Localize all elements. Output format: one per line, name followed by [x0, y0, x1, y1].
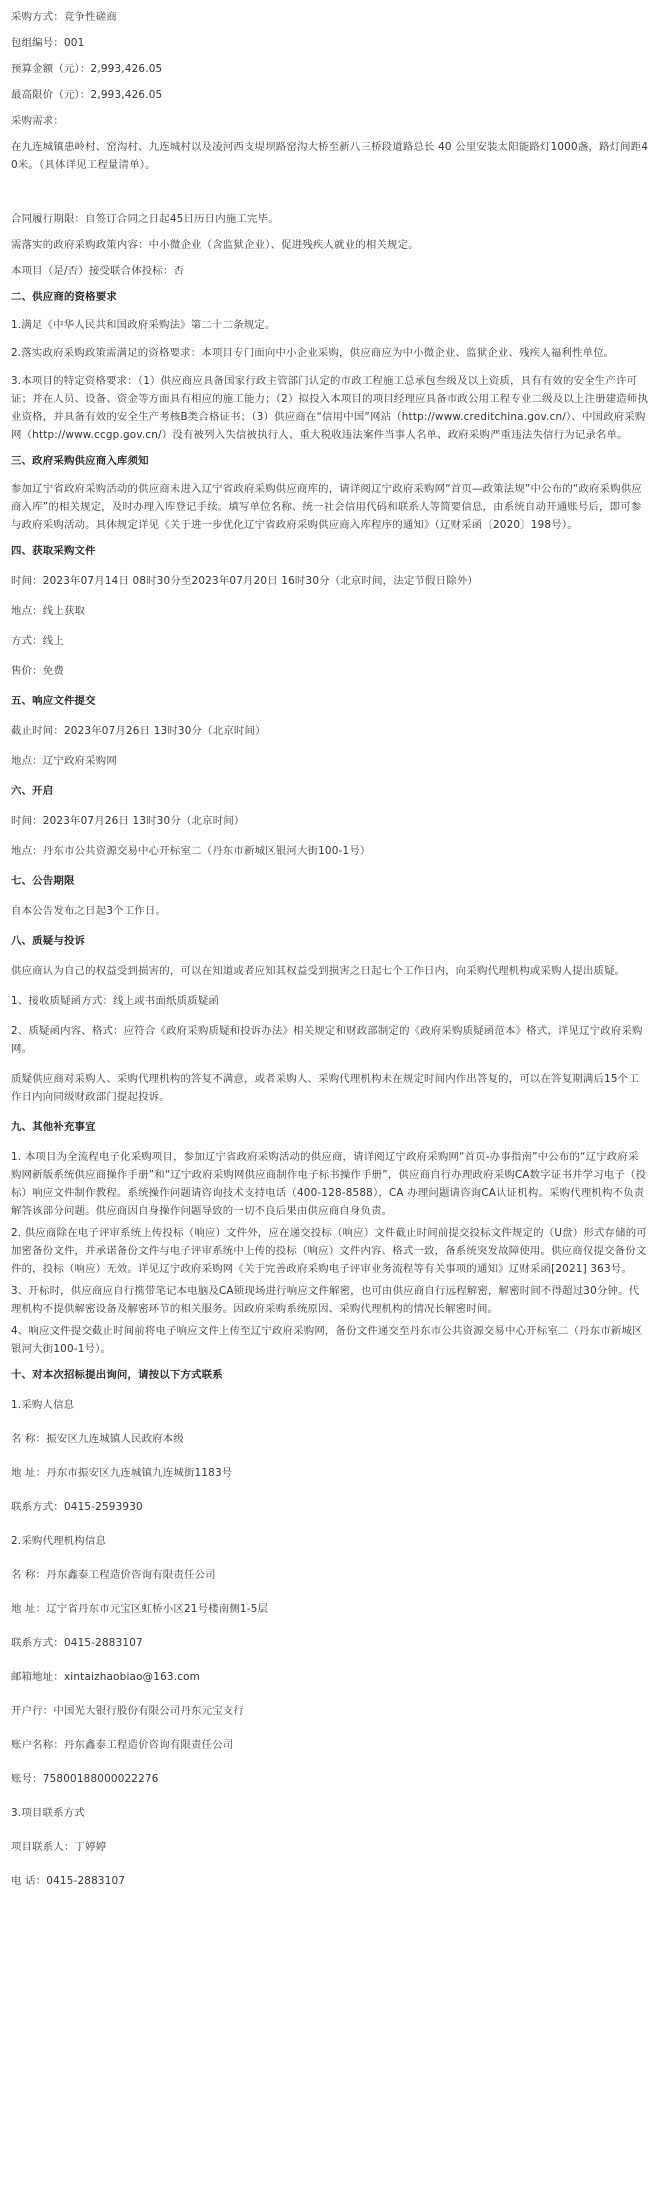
opening-time: 时间：2023年07月26日 13时30分（北京时间）: [11, 815, 245, 827]
agency-name: 名 称：丹东鑫泰工程造价咨询有限责任公司: [11, 1569, 216, 1581]
agency-phone: 联系方式：0415-2883107: [11, 1637, 143, 1649]
section-heading-supplier-registry: 三、政府采购供应商入库须知: [11, 455, 149, 467]
qualification-3: 3.本项目的特定资格要求：（1）供应商应具备国家行政主管部门认定的市政工程施工总承包叁级及以上资质，具有有效的安全生产许可证；并在人员、设备、资金等方面具有相应的施工能力；（2）拟投入本项目的项目经理应具备市政公用工程专业二级及以上注册建造师执业资格，并具备有效的安全生产考核B类合格证书；（3）供应商在“信用中国”网站（http://www.creditchina.gov.cn/）、中国政府采购网（http://www.ccgp.gov.cn/）没有被列入失信被执行人、重大税收违法案件当事人名单、政府采购严重违法失信行为记录名单。: [11, 375, 649, 441]
purchaser-info-label: 1.采购人信息: [11, 1399, 75, 1411]
section-heading-contacts: 十、对本次招标提出询问，请按以下方式联系: [11, 1369, 223, 1381]
procurement-method: 采购方式：竞争性磋商: [11, 11, 117, 23]
purchaser-name: 名 称：振安区九连城镇人民政府本级: [11, 1433, 184, 1445]
requirements-label: 采购需求：: [11, 115, 64, 127]
section-heading-obtain-documents: 四、获取采购文件: [11, 545, 96, 557]
complaints-intro: 供应商认为自己的权益受到损害的，可以在知道或者应知其权益受到损害之日起七个工作日内，向采购代理机构或采购人提出质疑。: [11, 965, 626, 977]
obtain-time: 时间：2023年07月14日 08时30分至2023年07月20日 16时30分（北京时间，法定节假日除外）: [11, 575, 479, 587]
section-heading-notice-period: 七、公告期限: [11, 875, 75, 887]
other-item-4: 4、响应文件提交截止时间前将电子响应文件上传至辽宁政府采购网，备份文件递交至丹东市公共资源交易中心开标室二（丹东市新城区银河大街100-1号）。: [11, 1325, 643, 1355]
supplier-registry-text: 参加辽宁省政府采购活动的供应商未进入辽宁省政府采购供应商库的，请详阅辽宁政府采购网“首页—政策法规”中公布的“政府采购供应商入库”的相关规定，及时办理入库登记手续。填写单位名称、统一社会信用代码和联系人等简要信息，由系统自动开通账号后，即可参与政府采购活动。具体规定详见《关于进一步优化辽宁省政府采购供应商入库程序的通知》（辽财采函〔2020〕198号）。: [11, 483, 642, 531]
policy-content: 需落实的政府采购政策内容：中小微企业（含监狱企业）、促进残疾人就业的相关规定。: [11, 239, 419, 251]
submission-location: 地点：辽宁政府采购网: [11, 755, 117, 767]
section-heading-submission: 五、响应文件提交: [11, 695, 96, 707]
agency-account-name: 账户名称：丹东鑫泰工程造价咨询有限责任公司: [11, 1739, 234, 1751]
agency-account-number: 账号：75800188000022276: [11, 1773, 159, 1785]
notice-period-text: 自本公告发布之日起3个工作日。: [11, 905, 167, 917]
agency-info-label: 2.采购代理机构信息: [11, 1535, 107, 1547]
opening-location: 地点：丹东市公共资源交易中心开标室二（丹东市新城区银河大街100-1号）: [11, 845, 371, 857]
project-contact-phone: 电 话：0415-2883107: [11, 1875, 126, 1887]
qualification-1: 1.满足《中华人民共和国政府采购法》第二十二条规定。: [11, 319, 276, 331]
purchaser-address: 地 址：丹东市振安区九连城镇九连城街1183号: [11, 1467, 233, 1479]
other-item-3: 3、开标时，供应商应自行携带笔记本电脑及CA锁现场进行响应文件解密，也可由供应商自行远程解密，解密时间不得超过30分钟。代理机构不提供解密设备及解密环节的相关服务。因政府采购系统原因、采购代理机构的情况长解密时间。: [11, 1285, 640, 1315]
submission-deadline: 截止时间：2023年07月26日 13时30分（北京时间）: [11, 725, 266, 737]
section-heading-qualifications: 二、供应商的资格要求: [11, 291, 117, 303]
agency-email: 邮箱地址：xintaizhaobiao@163.com: [11, 1671, 200, 1683]
other-item-2: 2. 供应商除在电子评审系统上传投标（响应）文件外，应在递交投标（响应）文件截止时间前提交投标文件规定的（U盘）形式存储的可加密备份文件，并承诺备份文件与电子评审系统中上传的投标（响应）文件内容、格式一致，备系统突发故障使用。供应商仅提交备份文件的，投标（响应）无效。详见辽宁政府采购网《关于完善政府采购电子评审业务流程等有关事项的通知》辽财采函[2021] 363号。: [11, 1227, 647, 1275]
other-item-1: 1. 本项目为全流程电子化采购项目，参加辽宁省政府采购活动的供应商，请详阅辽宁政府采购网“首页-办事指南”中公布的“辽宁政府采购网新版系统供应商操作手册”和“辽宁政府采购网供应商制作电子标书操作手册”，供应商自行办理政府采购CA数字证书并学习电子（投标）响应文件制作教程。系统操作问题请咨询技术支持电话（400-128-8588），CA 办理问题请咨询CA认证机构。采购代理机构不负责解答该部分问题。供应商因自身操作问题导致的一切不良后果由供应商自身负责。: [11, 1151, 647, 1217]
max-price: 最高限价（元）：2,993,426.05: [11, 89, 163, 101]
budget-amount: 预算金额（元）：2,993,426.05: [11, 63, 163, 75]
agency-bank: 开户行：中国光大银行股份有限公司丹东元宝支行: [11, 1705, 244, 1717]
project-contact-person: 项目联系人：丁婷婷: [11, 1841, 107, 1853]
section-heading-other: 九、其他补充事宜: [11, 1121, 96, 1133]
package-number: 包组编号：001: [11, 37, 85, 49]
complaints-method: 1、接收质疑函方式：线上或书面纸质质疑函: [11, 995, 220, 1007]
purchaser-phone: 联系方式：0415-2593930: [11, 1501, 143, 1513]
project-contact-label: 3.项目联系方式: [11, 1807, 85, 1819]
qualification-2: 2.落实政府采购政策需满足的资格要求：本项目专门面向中小企业采购，供应商应为中小微企业、监狱企业、残疾人福利性单位。: [11, 347, 615, 359]
complaints-escalation: 质疑供应商对采购人、采购代理机构的答复不满意，或者采购人、采购代理机构未在规定时间内作出答复的，可以在答复期满后15个工作日内向同级财政部门提起投诉。: [11, 1073, 639, 1103]
obtain-price: 售价：免费: [11, 665, 64, 677]
section-heading-opening: 六、开启: [11, 785, 54, 797]
obtain-location: 地点：线上获取: [11, 605, 86, 617]
requirements-text: 在九连城镇患岭村、窑沟村、九连城村以及凌河西支堤坝路窑沟大桥至新八三桥段道路总长 40 公里安装太阳能路灯1000盏，路灯间距40米。（具体详见工程量清单）。: [11, 141, 649, 171]
section-heading-complaints: 八、质疑与投诉: [11, 935, 86, 947]
agency-address: 地 址：辽宁省丹东市元宝区虹桥小区21号楼南侧1-5层: [11, 1603, 269, 1615]
complaints-format: 2、质疑函内容、格式：应符合《政府采购质疑和投诉办法》相关规定和财政部制定的《政府采购质疑函范本》格式，详见辽宁政府采购网。: [11, 1025, 643, 1055]
obtain-method: 方式：线上: [11, 635, 64, 647]
contract-period: 合同履行期限：自签订合同之日起45日历日内施工完毕。: [11, 213, 279, 225]
consortium: 本项目（是/否）接受联合体投标：否: [11, 265, 185, 277]
